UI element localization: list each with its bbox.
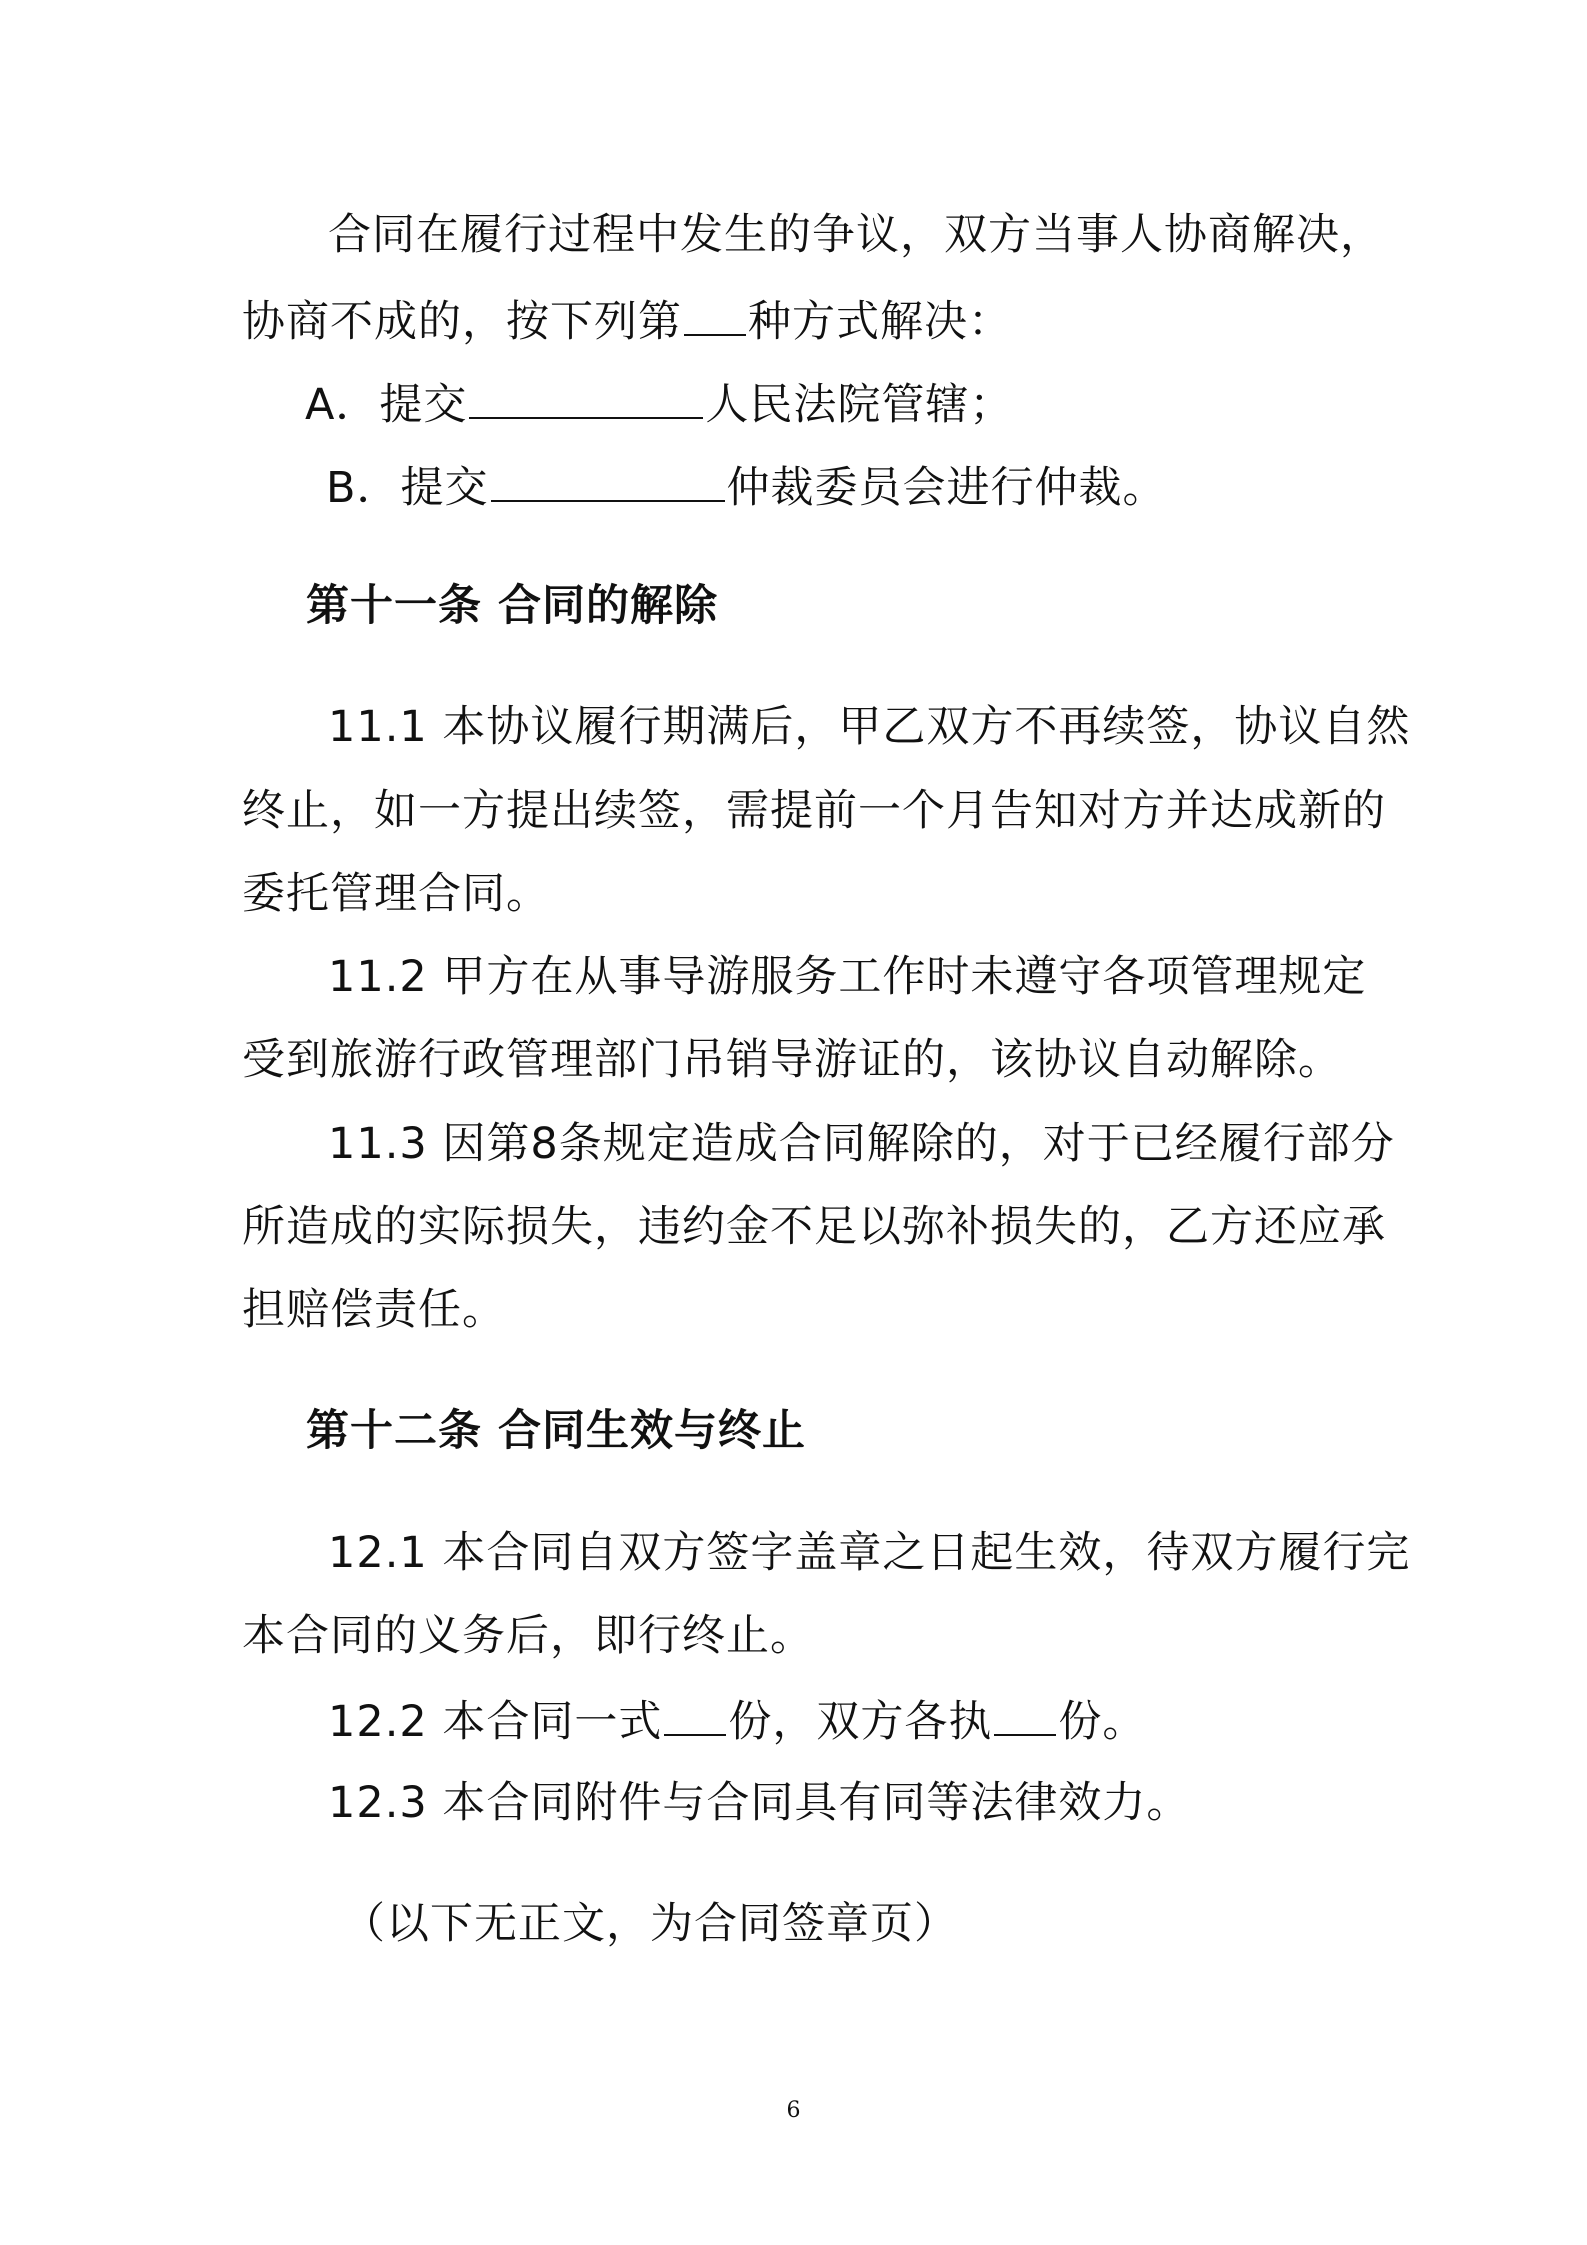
copies-each-blank[interactable] <box>994 1690 1056 1736</box>
clause-11-1-line-3: 委托管理合同。 <box>242 869 550 919</box>
clause-12-3: 12.3 本合同附件与合同具有同等法律效力。 <box>328 1778 1191 1828</box>
clause-12-1-line-1: 12.1 本合同自双方签字盖章之日起生效，待双方履行完 <box>328 1528 1411 1578</box>
option-a-suffix: 人民法院管辖； <box>705 380 1014 430</box>
dispute-line-1: 合同在履行过程中发生的争议，双方当事人协商解决， <box>328 210 1384 260</box>
clause-11-3-line-2: 所造成的实际损失，违约金不足以弥补损失的，乙方还应承 <box>242 1202 1386 1252</box>
dispute-option-b <box>326 456 1446 516</box>
dispute-line-2 <box>242 290 1362 350</box>
article-11-heading: 第十一条 合同的解除 <box>306 581 718 631</box>
article-12-heading: 第十二条 合同生效与终止 <box>306 1406 806 1456</box>
clause-12-2 <box>328 1690 1448 1750</box>
clause-11-3-line-3: 担赔偿责任。 <box>242 1285 506 1335</box>
dispute-option-a <box>305 373 1425 433</box>
option-a-prefix: A．提交 <box>305 380 468 430</box>
dispute-line-2-text-b: 种方式解决： <box>748 297 1012 347</box>
clause-12-1-line-2: 本合同的义务后，即行终止。 <box>242 1611 814 1661</box>
clause-11-2-line-1: 11.2 甲方在从事导游服务工作时未遵守各项管理规定 <box>328 952 1367 1002</box>
clause-11-3-line-1: 11.3 因第8条规定造成合同解除的，对于已经履行部分 <box>328 1119 1395 1169</box>
clause-12-2-text-c: 份。 <box>1058 1697 1147 1747</box>
clause-11-1-line-1: 11.1 本协议履行期满后，甲乙双方不再续签，协议自然 <box>328 702 1411 752</box>
option-b-prefix: B．提交 <box>326 463 489 513</box>
option-b-suffix: 仲裁委员会进行仲裁。 <box>726 463 1167 513</box>
page-number: 6 <box>786 2098 801 2123</box>
court-name-blank[interactable] <box>469 373 703 419</box>
method-number-blank[interactable] <box>684 290 746 336</box>
copies-total-blank[interactable] <box>664 1690 726 1736</box>
clause-12-2-text-b: 份，双方各执 <box>728 1697 993 1747</box>
clause-12-2-text-a: 12.2 本合同一式 <box>328 1697 663 1747</box>
dispute-line-2-text-a: 协商不成的，按下列第 <box>242 297 682 347</box>
clause-11-2-line-2: 受到旅游行政管理部门吊销导游证的，该协议自动解除。 <box>242 1035 1342 1085</box>
arbitration-name-blank[interactable] <box>491 456 725 502</box>
clause-11-1-line-2: 终止，如一方提出续签，需提前一个月告知对方并达成新的 <box>242 786 1386 836</box>
closing-note: （以下无正文，为合同签章页） <box>342 1899 958 1949</box>
